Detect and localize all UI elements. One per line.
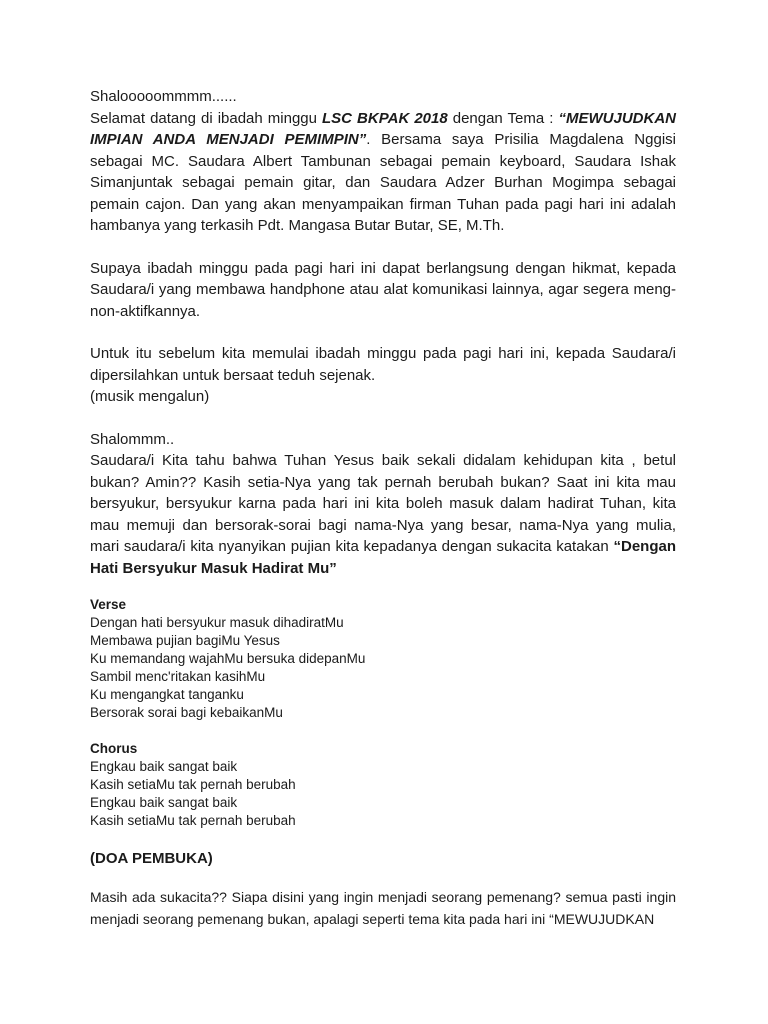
chorus-label: Chorus: [90, 741, 138, 756]
verse-line: Ku memandang wajahMu bersuka didepanMu: [90, 651, 366, 666]
verse-line: Ku mengangkat tanganku: [90, 687, 244, 702]
doa-pembuka-heading: (DOA PEMBUKA): [90, 850, 213, 867]
worship-invitation-paragraph: [90, 450, 676, 579]
chorus-line: Kasih setiaMu tak pernah berubah: [90, 813, 296, 828]
verse-section: [90, 596, 676, 722]
document-content: [90, 86, 676, 930]
closing-paragraph: Masih ada sukacita?? Siapa disini yang ingin menjadi seorang pemenang? semua pasti ingin menjadi seorang pemenang bukan, apalagi seperti tema kita pada hari ini “MEWUJUDKAN: [90, 888, 676, 927]
chorus-line: Kasih setiaMu tak pernah berubah: [90, 777, 296, 792]
event-name: LSC BKPAK 2018: [322, 109, 448, 127]
stage-direction-line: (musik mengalun): [90, 388, 210, 405]
verse-label: Verse: [90, 597, 127, 612]
welcome-text-mid: dengan Tema :: [447, 109, 559, 127]
phone-announcement-paragraph: Supaya ibadah minggu pada pagi hari ini dapat berlangsung dengan hikmat, kepada Saudara/i yang membawa handphone atau alat komunikasi lainnya, agar segera meng-non-aktifkannya.: [90, 259, 676, 320]
chorus-line: Engkau baik sangat baik: [90, 759, 238, 774]
welcome-text-post: . Bersama saya Prisilia Magdalena Nggisi sebagai MC. Saudara Albert Tambunan sebagai pemain keyboard, Saudara Ishak Simanjuntak sebagai pemain gitar, dan Saudara Adzer Burhan Mogimpa sebagai pemain cajon. Dan yang akan menyampaikan firman Tuhan pada pagi hari ini adalah hambanya yang terkasih Pdt. Mangasa Butar Butar, SE, M.Th.: [90, 131, 676, 234]
chorus-section: [90, 740, 676, 830]
greeting-opening: Shalooooommmm......: [90, 88, 237, 105]
silence-invitation-paragraph: Untuk itu sebelum kita memulai ibadah minggu pada pagi hari ini, kepada Saudara/i dipersilahkan untuk bersaat teduh sejenak.: [90, 345, 676, 384]
song-title: “Dengan Hati Bersyukur Masuk Hadirat Mu”: [90, 538, 676, 577]
greeting-shalom: Shalommm..: [90, 430, 175, 448]
theme-title: “MEWUJUDKAN IMPIAN ANDA MENJADI PEMIMPIN”: [90, 109, 676, 148]
welcome-text-pre: Selamat datang di ibadah minggu: [90, 109, 323, 127]
chorus-line: Engkau baik sangat baik: [90, 795, 238, 810]
verse-line: Dengan hati bersyukur masuk dihadiratMu: [90, 615, 344, 630]
verse-line: Sambil menc'ritakan kasihMu: [90, 669, 266, 684]
worship-invitation-text: Saudara/i Kita tahu bahwa Tuhan Yesus baik sekali didalam kehidupan kita , betul bukan? Amin?? Kasih setia-Nya yang tak pernah berubah bukan? Saat ini kita mau bersyukur, bersyukur karna pada hari ini kita boleh masuk dalam hadirat Tuhan, kita mau memuji dan bersorak-sorai bagi nama-Nya yang besar, nama-Nya yang mulia, mari saudara/i kita nyanyikan pujian kita kepadanya dengan sukacita katakan: [90, 452, 676, 555]
verse-line: Bersorak sorai bagi kebaikanMu: [90, 705, 283, 720]
verse-line: Membawa pujian bagiMu Yesus: [90, 633, 280, 648]
welcome-paragraph: [90, 108, 676, 237]
